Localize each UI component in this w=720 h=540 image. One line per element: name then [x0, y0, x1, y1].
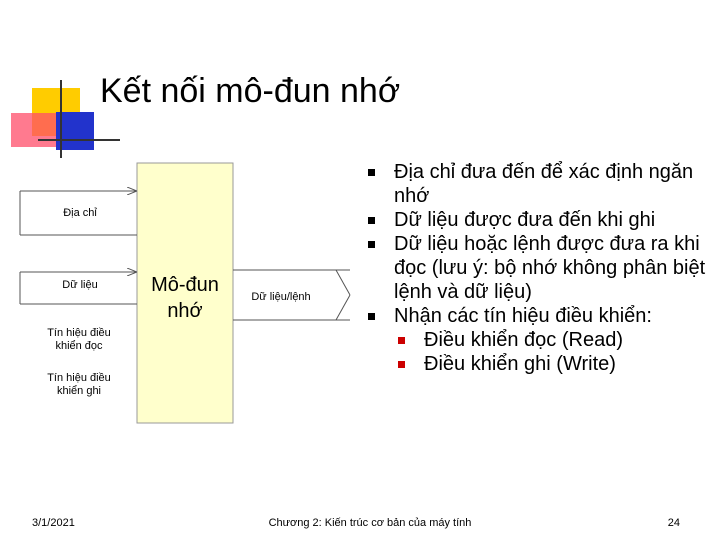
footer-page-number: 24 — [667, 517, 680, 529]
bullet-item: Địa chỉ đưa đến để xác định ngăn nhớ — [362, 160, 712, 208]
bullet-item: Dữ liệu hoặc lệnh được đưa ra khi đọc (lưu ý: bộ nhớ không phân biệt lệnh và dữ liệu) — [362, 232, 712, 304]
bullet-marker-icon — [368, 169, 375, 176]
label-address: Địa chỉ — [63, 207, 97, 219]
bullet-item: Nhận các tín hiệu điều khiển: — [362, 304, 712, 328]
sub-bullet-item: Điều khiển ghi (Write) — [362, 352, 712, 376]
bullet-marker-icon — [368, 241, 375, 248]
sub-bullet-marker-icon — [398, 361, 405, 368]
module-label: Mô-đun nhớ — [151, 274, 219, 322]
label-data-in: Dữ liệu — [62, 279, 98, 291]
sub-bullet-item: Điều khiển đọc (Read) — [362, 328, 712, 352]
footer-date: 3/1/2021 — [32, 517, 75, 529]
bullet-marker-icon — [368, 217, 375, 224]
sub-bullet-marker-icon — [398, 337, 405, 344]
bullet-list — [362, 160, 712, 376]
bullet-item: Dữ liệu được đưa đến khi ghi — [362, 208, 712, 232]
bullet-marker-icon — [368, 313, 375, 320]
label-data-out: Dữ liệu/lệnh — [251, 291, 311, 303]
slide-title: Kết nối mô-đun nhớ — [100, 72, 401, 110]
label-write-signal: Tín hiệu điều khiển ghi — [47, 372, 111, 397]
footer-chapter: Chương 2: Kiến trúc cơ bản của máy tính — [268, 517, 472, 529]
label-read-signal: Tín hiệu điều khiển đọc — [47, 327, 111, 352]
